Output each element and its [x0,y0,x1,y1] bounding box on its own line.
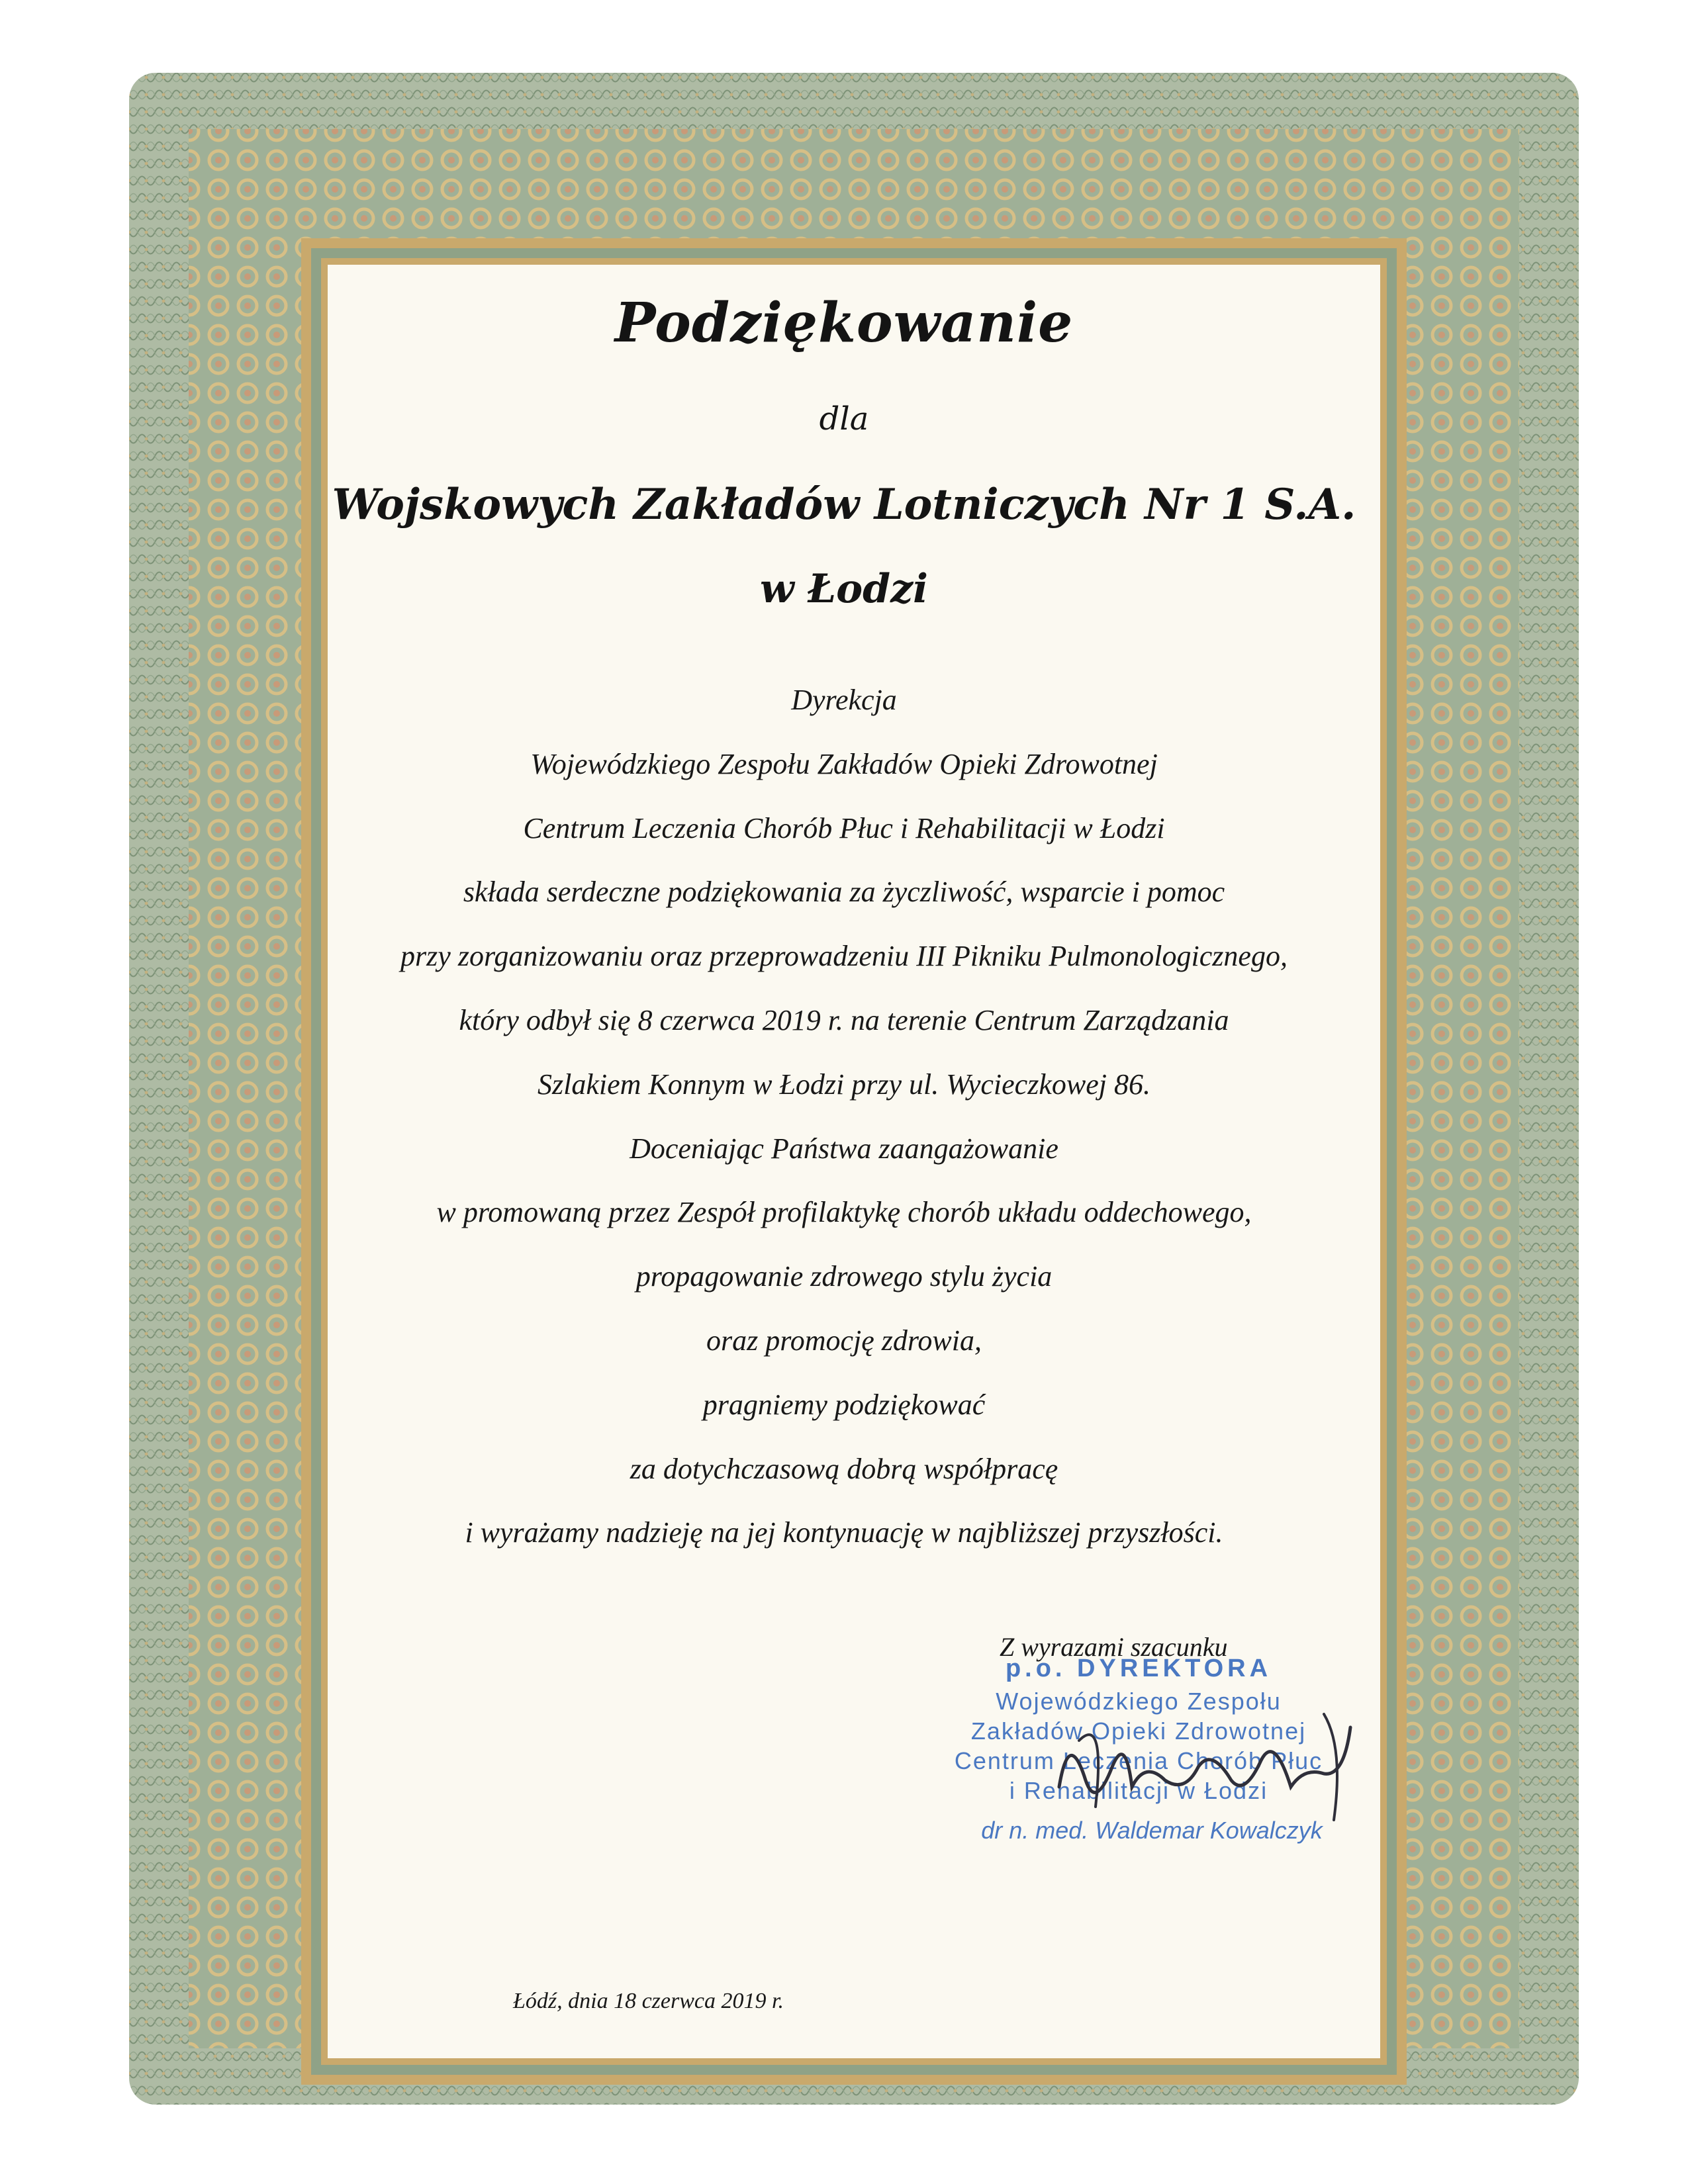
signer-name: dr n. med. Waldemar Kowalczyk [981,1817,1323,1844]
body-line: Dyrekcja [791,684,897,716]
stamp-line: Zakładów Opieki Zdrowotnej [970,1717,1307,1745]
stamp-line: p.o. DYREKTORA [1005,1655,1272,1682]
body-text [0,668,1688,1565]
body-line: Centrum Leczenia Chorób Płuc i Rehabilitacji w Łodzi [523,811,1165,844]
place-and-date: Łódź, dnia 18 czerwca 2019 r. [513,1989,784,2013]
body-line: oraz promocję zdrowia, [706,1324,982,1357]
body-line: za dotychczasową dobrą współpracę [630,1452,1058,1485]
stamp-line: Wojewódzkiego Zespołu [996,1688,1282,1715]
recipient-city: w Łodzi [760,566,928,612]
body-line: Wojewódzkiego Zespołu Zakładów Opieki Zdrowotnej [530,747,1158,780]
body-line: propagowanie zdrowego stylu życia [635,1260,1053,1293]
body-line: pragniemy podziękować [702,1388,986,1421]
body-line: Doceniając Państwa zaangażowanie [630,1132,1058,1165]
body-line: który odbył się 8 czerwca 2019 r. na terenie Centrum Zarządzania [459,1003,1229,1036]
closing-phrase: Z wyrazami szacunku [1000,1632,1228,1662]
body-line: w promowaną przez Zespół profilaktykę chorób układu oddechowego, [436,1196,1252,1229]
body-line: i wyrażamy nadzieję na jej kontynuację w najbliższej przyszłości. [465,1516,1223,1549]
body-line: Szlakiem Konnym w Łodzi przy ul. Wycieczkowej 86. [538,1068,1150,1101]
for-line: dla [819,400,869,437]
recipient-name: Wojskowych Zakładów Lotniczych Nr 1 S.A. [332,480,1356,529]
stamp-line: i Rehabilitacji w Łodzi [1009,1777,1268,1804]
body-line: składa serdeczne podziękowania za życzliwość, wsparcie i pomoc [463,876,1225,909]
stamp-line: Centrum Leczenia Chorób Płuc [954,1747,1323,1774]
body-line: przy zorganizowaniu oraz przeprowadzeniu III Pikniku Pulmonologicznego, [400,940,1288,973]
certificate-title: Podziękowanie [614,291,1074,355]
